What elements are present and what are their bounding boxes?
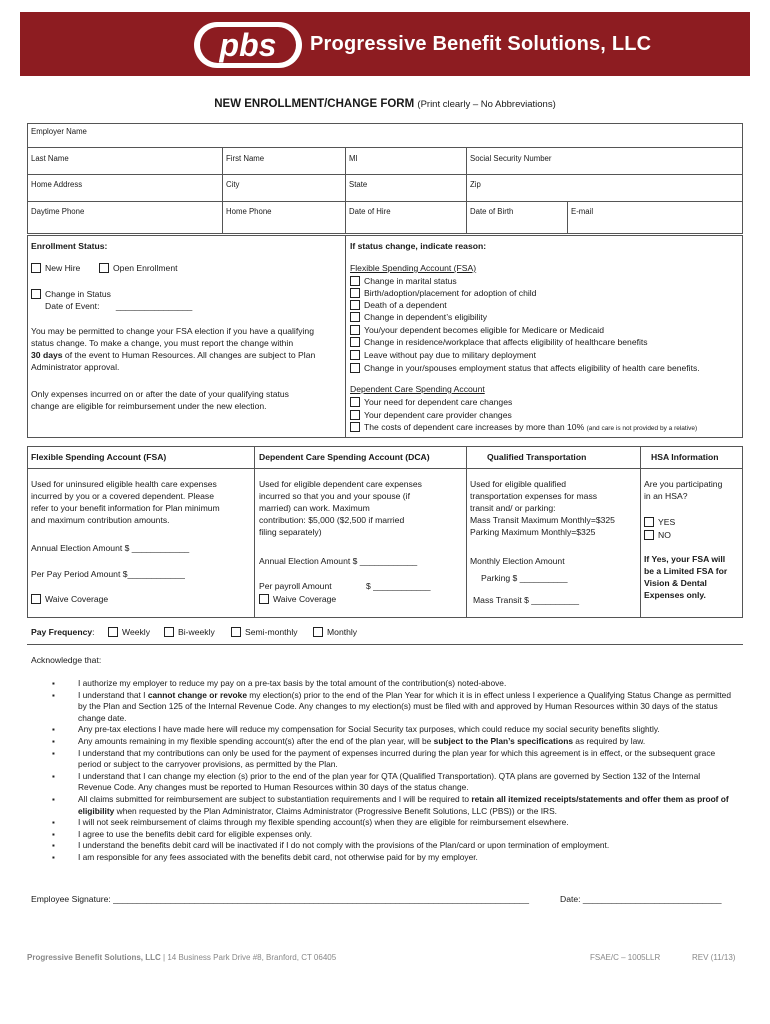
date-of-event-label: Date of Event: xyxy=(45,301,100,311)
description-line: refer to your benefit information for Plan minimum xyxy=(31,503,220,514)
reason-employment-status[interactable] xyxy=(350,362,700,374)
acknowledge-item xyxy=(52,852,732,864)
dca-annual-election[interactable]: Annual Election Amount $ ____________ xyxy=(259,556,418,566)
reason-dependent-eligibility[interactable] xyxy=(350,311,487,323)
fsa-election-paragraph xyxy=(31,325,315,373)
description-line: Used for eligible dependent care expenses xyxy=(259,479,422,489)
pay-frequency-weekly[interactable] xyxy=(108,626,150,638)
reason-label: Your need for dependent care changes xyxy=(364,397,513,407)
description-line: contribution: $5,000 ($2,500 if married xyxy=(259,515,405,526)
monthly-label: Monthly xyxy=(327,627,358,637)
reason-checkbox[interactable] xyxy=(350,363,360,373)
reason-note: (and care is not provided by a relative) xyxy=(586,425,698,432)
hsa-yes-label: YES xyxy=(658,517,676,527)
reason-care-provider[interactable] xyxy=(350,409,512,421)
fsa-reasons-heading: Flexible Spending Account (FSA) xyxy=(350,263,477,273)
acknowledge-item xyxy=(52,736,732,748)
description-line: incurred by you or a covered dependent. Please xyxy=(31,491,214,502)
change-in-status-option[interactable] xyxy=(31,288,111,300)
bullet-icon: ▪ xyxy=(52,725,55,735)
employee-signature-line[interactable]: Employee Signature: _______________________________________________________________________________________ xyxy=(31,894,529,904)
acknowledge-text: when requested by the Plan Administrator, Claims Administrator (Progressive Benefit Solutions, LLC (PBS)) or the IRS. xyxy=(114,805,557,816)
dca-column-heading: Dependent Care Spending Account (DCA) xyxy=(259,452,430,462)
acknowledge-text: Any pre-tax elections I have made here will reduce my compensation for Social Security tax purposes, which could reduce my social security benefits slightly. xyxy=(78,724,660,735)
pay-frequency-biweekly[interactable] xyxy=(164,626,215,638)
date-of-event-blank[interactable]: ________________ xyxy=(115,301,193,311)
form-title-note: (Print clearly – No Abbreviations) xyxy=(417,99,556,110)
hsa-yes-checkbox[interactable] xyxy=(644,517,654,527)
reason-label: Change in marital status xyxy=(364,276,457,286)
acknowledge-text: I will not seek reimbursement of claims through my flexible spending account(s) when they are eligible for reimbursement elsewhere. xyxy=(78,817,569,828)
reason-checkbox[interactable] xyxy=(350,410,360,420)
paragraph-line xyxy=(31,349,315,361)
acknowledge-item xyxy=(52,771,732,794)
reason-checkbox[interactable] xyxy=(350,422,360,432)
waive-label: Waive Coverage xyxy=(45,594,109,604)
bullet-icon: ▪ xyxy=(52,794,55,804)
hsa-no-option[interactable] xyxy=(644,529,671,541)
question-line: in an HSA? xyxy=(644,491,688,502)
footer-street: | 14 Business Park Drive #8, Branford, CT 06405 xyxy=(163,953,337,962)
reason-label: Death of a dependent xyxy=(364,300,447,310)
hsa-limited-fsa-note xyxy=(644,553,727,601)
reason-checkbox[interactable] xyxy=(350,397,360,407)
description-line: incurred so that you and your spouse (if xyxy=(259,491,410,502)
note-line: If Yes, your FSA will xyxy=(644,554,726,564)
paragraph-line: change are eligible for reimbursement under the new election. xyxy=(31,401,267,412)
reason-label: You/your dependent becomes eligible for Medicare or Medicaid xyxy=(364,325,604,335)
hsa-no-checkbox[interactable] xyxy=(644,530,654,540)
fsa-description xyxy=(31,478,220,526)
description-line: and maximum contribution amounts. xyxy=(31,515,170,526)
bullet-icon: ▪ xyxy=(52,818,55,828)
reason-residence-workplace[interactable] xyxy=(350,336,648,348)
acknowledge-text: as required by law. xyxy=(572,735,646,746)
hsa-no-label: NO xyxy=(658,530,671,540)
pbs-logo xyxy=(192,18,304,72)
reason-marital-status[interactable] xyxy=(350,275,457,287)
weekly-checkbox[interactable] xyxy=(108,627,118,637)
fsa-per-pay-period[interactable]: Per Pay Period Amount $____________ xyxy=(31,569,185,579)
monthly-checkbox[interactable] xyxy=(313,627,323,637)
acknowledge-item xyxy=(52,724,732,736)
reason-birth-adoption[interactable] xyxy=(350,287,536,299)
reason-checkbox[interactable] xyxy=(350,350,360,360)
acknowledge-item xyxy=(52,794,732,817)
dca-per-payroll-label: Per payroll Amount xyxy=(259,581,332,591)
grid-divider xyxy=(222,147,223,234)
city-field[interactable]: City xyxy=(226,180,240,189)
paragraph-text: of the event to Human Resources. All changes are subject to Plan xyxy=(62,350,316,361)
paragraph-line: Only expenses incurred on or after the date of your qualifying status xyxy=(31,389,289,399)
grid-divider xyxy=(27,174,743,175)
acknowledge-item xyxy=(52,817,732,829)
zip-field[interactable]: Zip xyxy=(470,180,481,189)
bullet-icon: ▪ xyxy=(52,748,55,758)
section-divider xyxy=(345,235,346,438)
note-line: be a Limited FSA for xyxy=(644,566,728,577)
last-name-field[interactable]: Last Name xyxy=(31,154,69,163)
footer-form-code: FSAE/C – 1005LLR xyxy=(590,953,661,962)
reason-checkbox[interactable] xyxy=(350,276,360,286)
bullet-icon: ▪ xyxy=(52,736,55,746)
reason-checkbox[interactable] xyxy=(350,325,360,335)
description-line: Parking Maximum Monthly=$325 xyxy=(470,527,596,538)
ssn-field[interactable]: Social Security Number xyxy=(470,154,552,163)
hsa-yes-option[interactable] xyxy=(644,516,675,528)
dca-per-payroll-amount[interactable]: $ ____________ xyxy=(366,581,431,591)
fsa-waive-coverage[interactable] xyxy=(31,593,108,605)
svg-text:pbs: pbs xyxy=(219,27,277,63)
acknowledge-emphasis: cannot change or revoke xyxy=(147,689,247,700)
reason-dependent-care-need[interactable] xyxy=(350,396,512,408)
acknowledge-text: I am responsible for any fees associated with the benefits debit card, not otherwise paid for by my employer. xyxy=(78,851,478,862)
waive-label: Waive Coverage xyxy=(273,594,337,604)
reason-death-dependent[interactable] xyxy=(350,299,447,311)
waive-checkbox[interactable] xyxy=(259,594,269,604)
transport-monthly-label: Monthly Election Amount xyxy=(470,556,565,566)
grid-divider xyxy=(27,147,743,148)
company-name: Progressive Benefit Solutions, LLC xyxy=(310,33,652,55)
weekly-label: Weekly xyxy=(122,627,151,637)
employer-name-field[interactable]: Employer Name xyxy=(31,127,87,136)
pay-frequency xyxy=(31,626,95,638)
status-change-heading: If status change, indicate reason: xyxy=(350,241,487,251)
description-line: transit and/ or parking: xyxy=(470,503,556,514)
reason-label: Change in your/spouses employment status that affects eligibility of health care benefits. xyxy=(364,363,700,373)
dca-description xyxy=(259,478,422,538)
signature-date-line[interactable]: Date: _____________________________ xyxy=(560,894,722,904)
paragraph-line: status change. To make a change, you must report the change within xyxy=(31,338,294,349)
paragraph-line: You may be permitted to change your FSA election if you have a qualifying xyxy=(31,326,314,336)
first-name-field[interactable]: First Name xyxy=(226,154,265,163)
open-enrollment-checkbox[interactable] xyxy=(99,263,109,273)
header-banner xyxy=(20,12,750,76)
pay-frequency-monthly[interactable] xyxy=(313,626,357,638)
reason-checkbox[interactable] xyxy=(350,300,360,310)
email-field[interactable]: E-mail xyxy=(571,207,594,216)
dca-waive-coverage[interactable] xyxy=(259,593,336,605)
acknowledge-item xyxy=(52,690,732,725)
acknowledge-text: I understand that I xyxy=(78,689,148,700)
acknowledge-text: I agree to use the benefits debit card for eligible expenses only. xyxy=(78,828,313,839)
acknowledge-text: Any amounts remaining in my flexible spending account(s) after the end of the plan year, will be xyxy=(78,735,434,746)
home-phone-field[interactable]: Home Phone xyxy=(226,207,272,216)
description-line: Mass Transit Maximum Monthly=$325 xyxy=(470,515,615,526)
reason-checkbox[interactable] xyxy=(350,337,360,347)
date-of-hire-field[interactable]: Date of Hire xyxy=(349,207,391,216)
form-title-main: NEW ENROLLMENT/CHANGE FORM xyxy=(214,98,415,110)
semimonthly-checkbox[interactable] xyxy=(231,627,241,637)
note-line: Expenses only. xyxy=(644,590,706,601)
table-divider xyxy=(466,446,467,618)
paragraph-line: Administrator approval. xyxy=(31,362,120,373)
bullet-icon: ▪ xyxy=(52,690,55,700)
footer-company: Progressive Benefit Solutions, LLC xyxy=(27,953,161,962)
description-line: married) can work. Maximum xyxy=(259,503,370,514)
acknowledge-text: my election(s) prior to the end of the Plan Year for which it is in effect unless I experience a Qualifying Status Change as permitted by the Plan and Section 125 of the Internal Revenue Code. Any changes to my election(s) must be filed with and approved by Human Resources within 30 days of the status change date. xyxy=(78,689,731,723)
reason-medicare-medicaid[interactable] xyxy=(350,324,604,336)
reason-label: Change in residence/workplace that affects eligibility of healthcare benefits xyxy=(364,337,648,347)
new-hire-checkbox[interactable] xyxy=(31,263,41,273)
new-hire-option[interactable] xyxy=(31,262,80,274)
acknowledge-item xyxy=(52,829,732,841)
fsa-column-heading: Flexible Spending Account (FSA) xyxy=(31,452,167,462)
acknowledge-text: I understand the benefits debit card will be inactivated if I do not comply with the provisions of the Plan/card or upon termination of employment. xyxy=(78,840,610,851)
grid-divider xyxy=(345,147,346,234)
reason-label: The costs of dependent care increases by more than 10% xyxy=(364,422,585,432)
description-line: Used for uninsured eligible health care expenses xyxy=(31,479,217,489)
acknowledge-item xyxy=(52,748,732,771)
reason-label: Leave without pay due to military deployment xyxy=(364,350,536,360)
open-enrollment-option[interactable] xyxy=(99,262,178,274)
reason-military-leave[interactable] xyxy=(350,349,536,361)
waive-checkbox[interactable] xyxy=(31,594,41,604)
bullet-icon: ▪ xyxy=(52,829,55,839)
note-line: Vision & Dental xyxy=(644,578,707,589)
transport-description xyxy=(470,478,615,538)
pay-frequency-semimonthly[interactable] xyxy=(231,626,298,638)
employee-info-grid xyxy=(27,123,743,234)
pay-frequency-label: Pay Frequency xyxy=(31,627,93,637)
table-divider xyxy=(640,446,641,618)
reason-label: Birth/adoption/placement for adoption of child xyxy=(364,288,537,298)
footer-address xyxy=(27,953,336,962)
date-of-event[interactable] xyxy=(45,300,192,312)
reason-checkbox[interactable] xyxy=(350,312,360,322)
biweekly-label: Bi-weekly xyxy=(178,627,215,637)
new-hire-label: New Hire xyxy=(45,263,81,273)
hsa-column-heading: HSA Information xyxy=(651,452,719,462)
expenses-paragraph xyxy=(31,388,289,412)
date-of-birth-field[interactable]: Date of Birth xyxy=(470,207,514,216)
bullet-icon: ▪ xyxy=(52,679,55,688)
transport-column-heading: Qualified Transportation xyxy=(487,452,587,462)
form-title xyxy=(0,98,770,110)
reason-care-cost[interactable] xyxy=(350,421,697,435)
daytime-phone-field[interactable]: Daytime Phone xyxy=(31,207,85,216)
reason-label: Change in dependent’s eligibility xyxy=(364,312,488,322)
dca-reasons-heading: Dependent Care Spending Account xyxy=(350,384,485,394)
pay-frequency-divider xyxy=(27,644,743,645)
reason-checkbox[interactable] xyxy=(350,288,360,298)
bullet-icon: ▪ xyxy=(52,771,55,781)
semimonthly-label: Semi-monthly xyxy=(245,627,298,637)
question-line: Are you participating xyxy=(644,479,723,489)
transport-mass-transit-amount[interactable]: Mass Transit $ __________ xyxy=(473,595,580,605)
acknowledge-emphasis: subject to the Plan’s specifications xyxy=(433,735,573,746)
home-address-field[interactable]: Home Address xyxy=(31,180,83,189)
fsa-annual-election[interactable]: Annual Election Amount $ ____________ xyxy=(31,543,190,553)
pay-frequency-colon: : xyxy=(92,627,95,637)
bullet-icon: ▪ xyxy=(52,852,55,862)
description-line: Used for eligible qualified xyxy=(470,479,567,489)
open-enrollment-label: Open Enrollment xyxy=(113,263,178,273)
grid-divider xyxy=(567,201,568,234)
acknowledge-list xyxy=(52,678,732,864)
acknowledge-text: I authorize my employer to reduce my pay on a pre-tax basis by the total amount of the contribution(s) noted-above. xyxy=(78,678,507,688)
acknowledge-item xyxy=(52,840,732,852)
hsa-question xyxy=(644,478,722,502)
acknowledge-heading: Acknowledge that: xyxy=(31,655,102,665)
reason-label: Your dependent care provider changes xyxy=(364,410,512,420)
biweekly-checkbox[interactable] xyxy=(164,627,174,637)
grid-divider xyxy=(27,201,743,202)
change-in-status-checkbox[interactable] xyxy=(31,289,41,299)
grid-divider xyxy=(466,147,467,234)
transport-parking-amount[interactable]: Parking $ __________ xyxy=(481,573,568,583)
description-line: transportation expenses for mass xyxy=(470,491,598,502)
change-in-status-label: Change in Status xyxy=(45,289,111,299)
bullet-icon: ▪ xyxy=(52,841,55,851)
acknowledge-text: I understand that I can change my election (s) prior to the end of the plan year for QTA (Qualified Transportation). QTA plans are governed by Section 132 of the Internal Revenue Code. Any changes must be reported to Human Resources within 30 days of the status change. xyxy=(78,770,701,793)
acknowledge-emphasis: retain all itemized receipts/statements and offer them as proof of eligibility xyxy=(78,793,729,816)
enrollment-status-heading: Enrollment Status: xyxy=(31,241,108,251)
state-field[interactable]: State xyxy=(349,180,368,189)
acknowledge-text: I understand that my contributions can only be used for the payment of expenses incurred during the plan year for which this agreement is in effect, or the subsequent grace period or subject to the carryover provisions, as permitted by the Plan. xyxy=(78,747,716,770)
mi-field[interactable]: MI xyxy=(349,154,358,163)
emphasis-30-days: 30 days xyxy=(31,350,63,361)
table-divider xyxy=(27,468,743,469)
acknowledge-text: All claims submitted for reimbursement are subject to substantiation requirements and I will be required to xyxy=(78,793,472,804)
description-line: filing separately) xyxy=(259,527,322,538)
acknowledge-item xyxy=(52,678,732,690)
table-divider xyxy=(254,446,255,618)
footer-revision: REV (11/13) xyxy=(692,953,736,962)
